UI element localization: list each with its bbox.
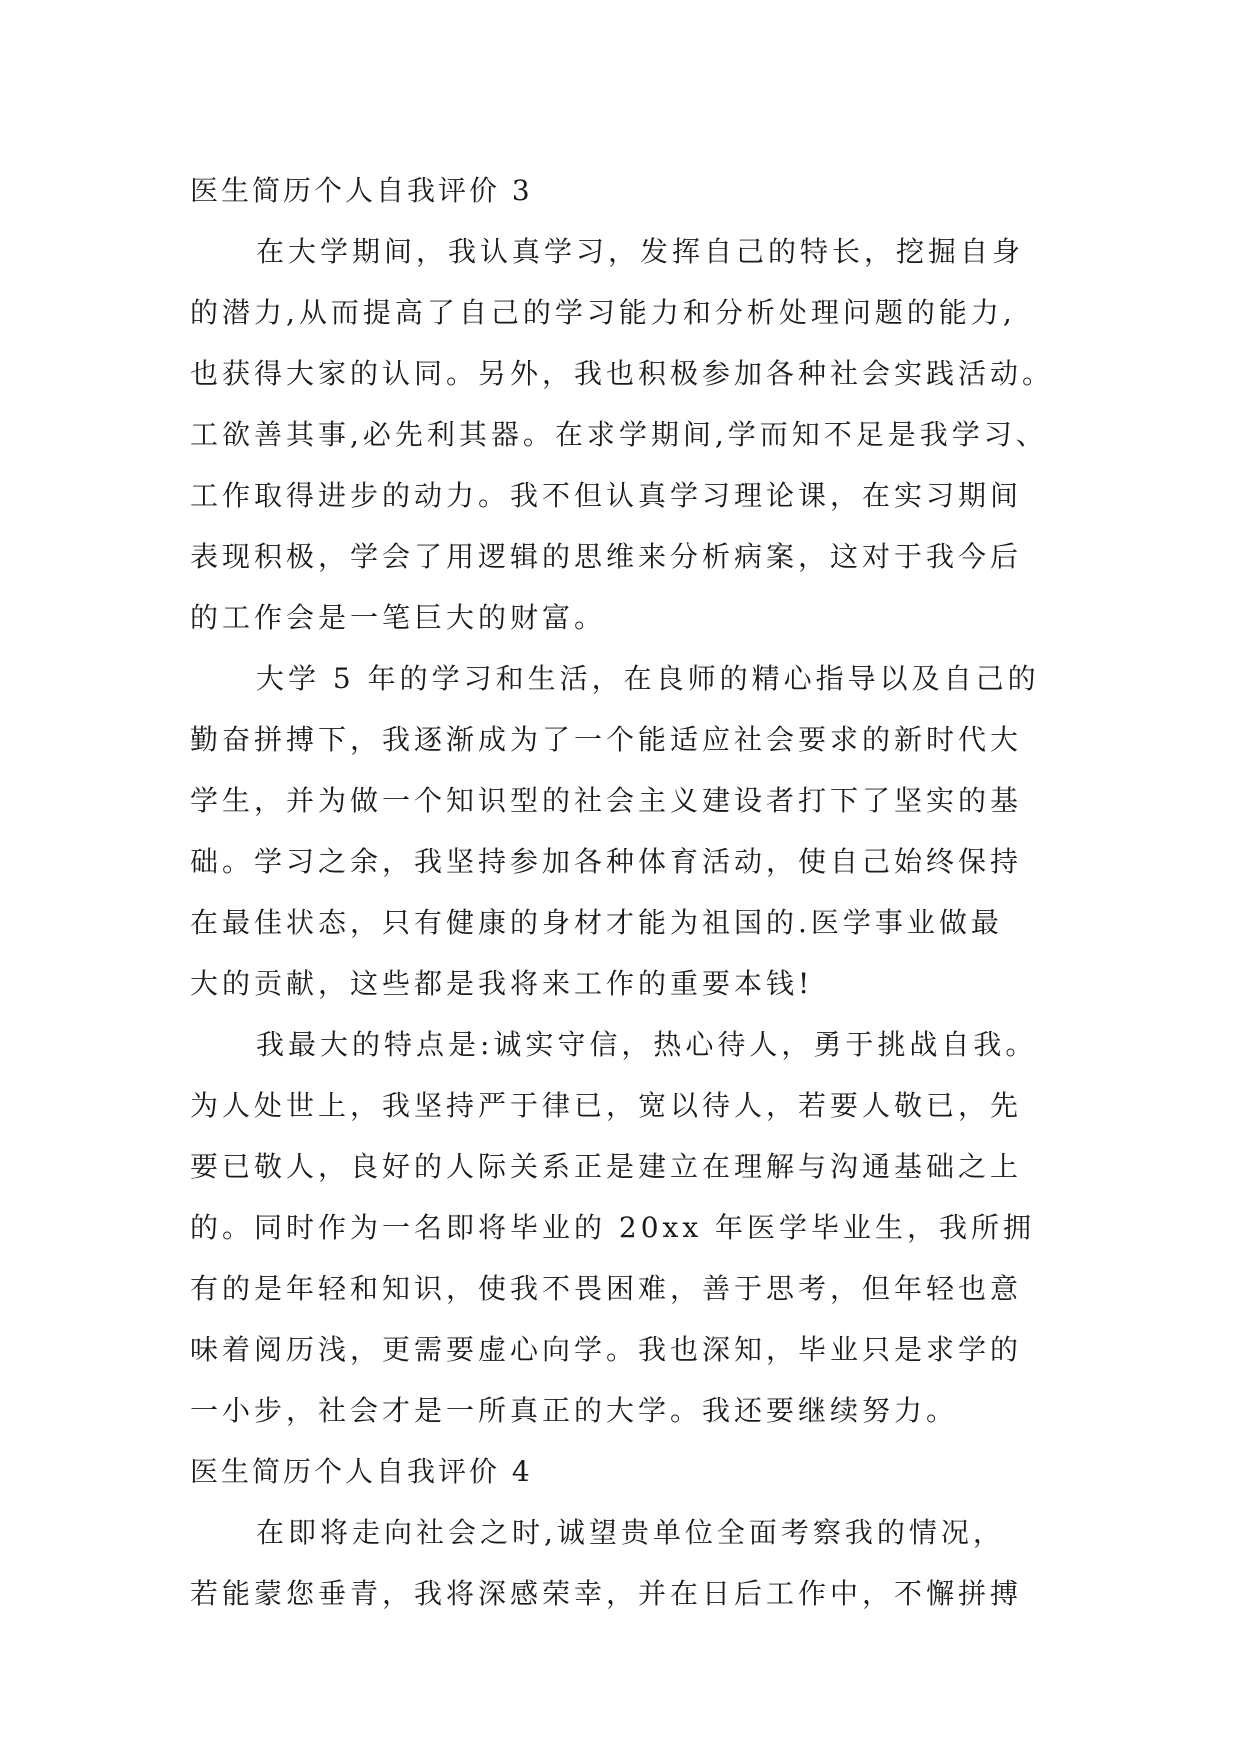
text-line: 的。同时作为一名即将毕业的 20xx 年医学毕业生，我所拥 <box>190 1211 1036 1244</box>
text-line: 味着阅历浅，更需要虚心向学。我也深知，毕业只是求学的 <box>190 1333 1023 1366</box>
paragraph <box>190 1502 1070 1624</box>
text-line: 在即将走向社会之时,诚望贵单位全面考察我的情况， <box>256 1516 1005 1549</box>
text-line: 一小步，社会才是一所真正的大学。我还要继续努力。 <box>190 1394 959 1427</box>
text-line: 要已敬人，良好的人际关系正是建立在理解与沟通基础之上 <box>190 1150 1023 1183</box>
paragraph <box>190 1014 1070 1441</box>
text-line: 若能蒙您垂青，我将深感荣幸，并在日后工作中，不懈拼搏 <box>190 1577 1023 1610</box>
paragraph <box>190 648 1070 1014</box>
document-body <box>190 160 1070 1624</box>
text-line: 表现积极，学会了用逻辑的思维来分析病案，这对于我今后 <box>190 540 1023 573</box>
text-line: 大学 5 年的学习和生活，在良师的精心指导以及自己的 <box>256 662 1040 695</box>
text-line: 工作取得进步的动力。我不但认真学习理论课，在实习期间 <box>190 479 1023 512</box>
text-line: 在最佳状态，只有健康的身材才能为祖国的.医学事业做最 <box>190 906 1003 939</box>
text-line: 也获得大家的认同。另外，我也积极参加各种社会实践活动。 <box>190 357 1055 390</box>
paragraph <box>190 221 1070 648</box>
text-line: 有的是年轻和知识，使我不畏困难，善于思考，但年轻也意 <box>190 1272 1023 1305</box>
text-line: 在大学期间，我认真学习，发挥自己的特长，挖掘自身 <box>256 235 1025 268</box>
text-line: 学生，并为做一个知识型的社会主义建设者打下了坚实的基 <box>190 784 1023 817</box>
text-line: 我最大的特点是:诚实守信，热心待人，勇于挑战自我。 <box>256 1028 1038 1061</box>
text-line: 大的贡献，这些都是我将来工作的重要本钱! <box>190 967 814 1000</box>
section-heading: 医生简历个人自我评价 4 <box>190 1455 533 1488</box>
text-line: 础。学习之余，我坚持参加各种体育活动，使自己始终保持 <box>190 845 1023 878</box>
text-line: 的工作会是一笔巨大的财富。 <box>190 601 607 634</box>
section-heading: 医生简历个人自我评价 3 <box>190 174 533 207</box>
text-line: 工欲善其事,必先利其器。在求学期间,学而知不足是我学习、 <box>190 418 1048 451</box>
text-line: 勤奋拼搏下，我逐渐成为了一个能适应社会要求的新时代大 <box>190 723 1023 756</box>
text-line: 为人处世上，我坚持严于律已，宽以待人，若要人敬已，先 <box>190 1089 1023 1122</box>
text-line: 的潜力,从而提高了自己的学习能力和分析处理问题的能力, <box>190 296 1016 329</box>
